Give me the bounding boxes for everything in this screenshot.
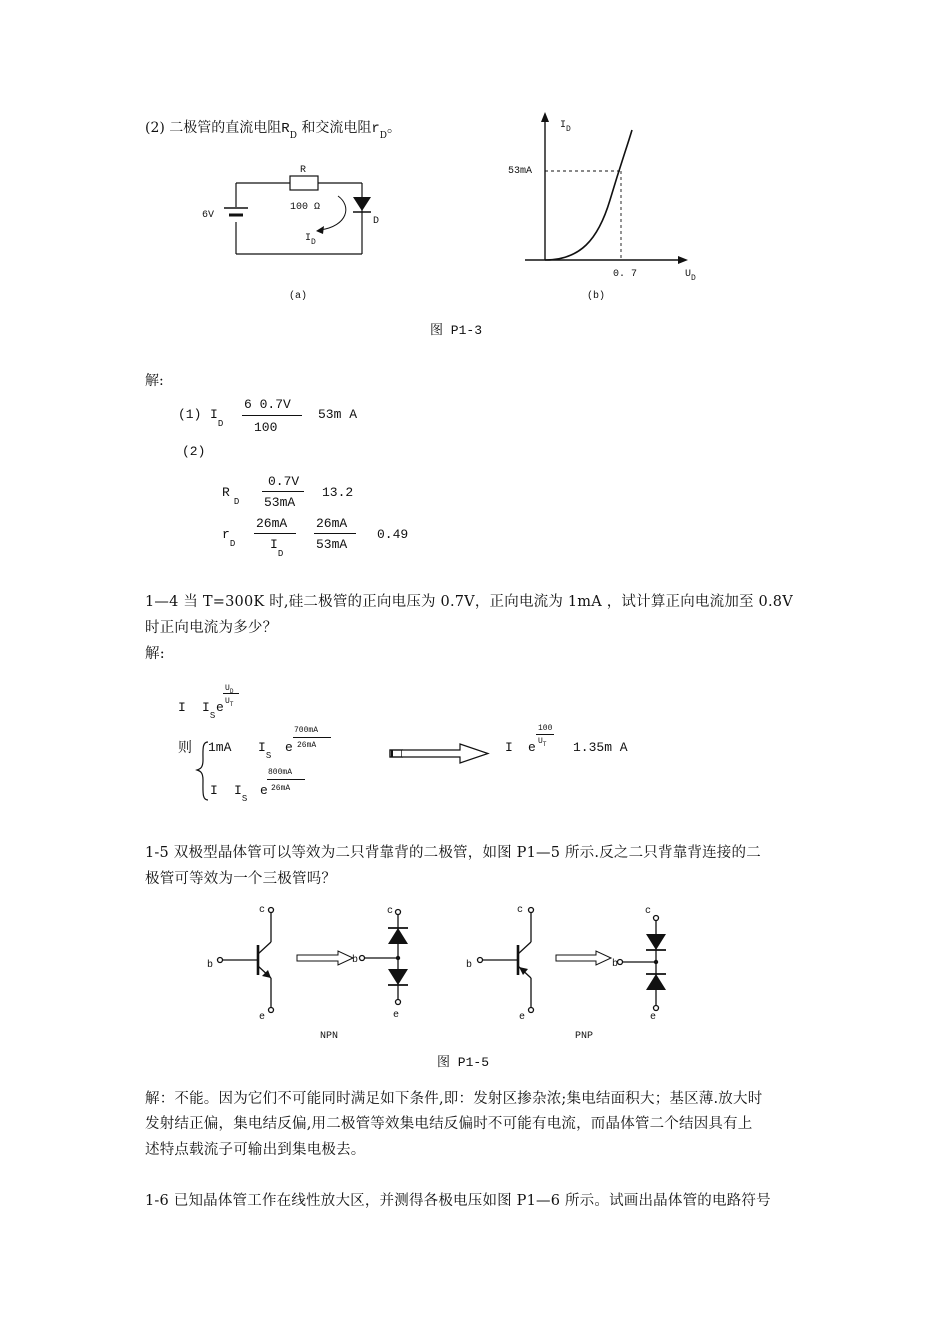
question-1-5-line2: 极管可等效为一个三极管吗？ <box>145 871 337 887</box>
sol13-part1-num: (1) <box>178 407 202 422</box>
solution-1-5-line2: 发射结正偏，集电结反偏,用二极管等效集电结反偏时不可能有电流，而晶体管二个结因具有上 <box>145 1116 753 1132</box>
npn-eq-b-label: b <box>352 955 359 966</box>
npn-e-label: e <box>259 1012 266 1023</box>
pnp-eq-e-label: e <box>650 1012 657 1023</box>
source-voltage-label: 6V <box>202 210 215 221</box>
diode-up-icon <box>646 974 666 990</box>
resistor-label: R <box>300 165 307 176</box>
sol14-eq2-e: e <box>285 740 293 755</box>
sol14-eq3-exp-den: 26mA <box>271 784 291 793</box>
sol13-rdsmall-numerator1: 26mA <box>256 516 288 531</box>
pnp-diode-equivalent <box>618 916 667 1011</box>
sol13-id-denominator: 100 <box>254 420 278 435</box>
junction-dot <box>396 956 400 960</box>
sol13-rd-numerator: 0.7V <box>268 474 300 489</box>
question-1-4-solution-label: 解: <box>145 646 165 662</box>
figure-p1-3-caption: 图 P1-3 <box>430 323 483 338</box>
sol14-eq2-exp-num: 700mA <box>294 726 319 735</box>
sol13-rd-result: 13.2 <box>322 485 354 500</box>
sol13-rdsmall-denominator2: 53mA <box>316 537 348 552</box>
diode-up-icon <box>388 928 408 944</box>
pnp-b-label: b <box>466 960 473 971</box>
question-1-5-line1: 1-5 双极型晶体管可以等效为二只背靠背的二极管，如图 P1—5 所示.反之二只背靠背连接的二 <box>145 845 761 861</box>
figure-a-caption: (a) <box>289 291 308 302</box>
sol14-eq3-exp-num: 800mA <box>268 768 293 777</box>
sol13-rd-small-symbol: $r_D$ <box>222 527 236 549</box>
pnp-eq-b-label: b <box>612 959 619 970</box>
sol13-id-result: 53m A <box>318 407 358 422</box>
npn-caption: NPN <box>320 1031 339 1042</box>
npn-eq-c-label: c <box>387 906 394 917</box>
sol14-eq1-exp-den: $U_T$ <box>225 697 234 708</box>
npn-eq-e-label: e <box>393 1010 400 1021</box>
sol14-eq2-is: $I_S$ <box>258 740 272 761</box>
diode-down-icon <box>646 934 666 950</box>
sol14-eq1-lhs: I <box>178 700 186 715</box>
figure-b-caption: (b) <box>587 291 606 302</box>
question-1-4-line2: 时正向电流为多少？ <box>145 620 278 636</box>
sol13-rd-denominator: 53mA <box>264 495 296 510</box>
question-1-6-line1: 1-6 已知晶体管工作在线性放大区，并测得各极电压如图 P1—6 所示。试画出晶体管的电路符号 <box>145 1193 771 1209</box>
sol13-id-symbol: $I_D$ <box>210 407 224 429</box>
sol14-eq3-lhs: I <box>210 783 218 798</box>
pnp-eq-c-label: c <box>645 906 652 917</box>
pnp-e-label: e <box>519 1012 526 1023</box>
sol13-rdsmall-denominator1: $I_D$ <box>270 537 284 559</box>
sol13-part2-num: (2) <box>182 444 206 459</box>
sol13-id-numerator: 6 0.7V <box>244 397 291 412</box>
x-axis-label: $U_D$ <box>685 269 696 283</box>
sol14-res-e: e <box>528 740 536 755</box>
sol14-eq3-is: $I_S$ <box>234 783 248 804</box>
npn-b-label: b <box>207 960 214 971</box>
sol13-rdsmall-result: 0.49 <box>377 527 409 542</box>
sol14-eq2-lhs: 1mA <box>208 740 232 755</box>
sol14-res-exp-num: 100 <box>538 724 553 733</box>
diode-down-icon <box>388 969 408 985</box>
npn-equivalence-arrow-icon <box>297 951 353 965</box>
sol14-eq3-e: e <box>260 783 268 798</box>
npn-diode-equivalent <box>360 910 409 1005</box>
y-axis-label: $I_D$ <box>560 120 571 134</box>
sol14-eq2-exp-den: 26mA <box>297 741 317 750</box>
sol14-res-value: 1.35m A <box>573 740 628 755</box>
current-label: $I_D$ <box>305 233 316 247</box>
resistor-value: 100 Ω <box>290 202 321 213</box>
sol14-ze: 则 <box>178 740 192 756</box>
solution-1-5-line1: 解：不能。因为它们不可能同时满足如下条件,即：发射区掺杂浓;集电结面积大；基区薄.放大时 <box>145 1091 763 1107</box>
y-value-label: 53mA <box>508 166 533 177</box>
npn-transistor-icon <box>218 908 274 1013</box>
sol14-res-exp-den: $U_T$ <box>538 737 547 748</box>
pnp-equivalence-arrow-icon <box>556 951 611 965</box>
question-1-4-line1: 1—4 当 T=300K 时,硅二极管的正向电压为 0.7V，正向电流为 1mA ，试计算正向电流加至 0.8V <box>145 594 793 610</box>
sol13-rd-symbol: $R_D$ <box>222 485 240 507</box>
diode-label: D <box>373 216 380 227</box>
pnp-transistor-icon <box>478 908 534 1013</box>
sol14-res-lhs: I <box>505 740 513 755</box>
sol14-eq1-is: $I_S$ <box>202 700 216 721</box>
question-13-2-heading: (2) 二极管的直流电阻$R_D$ 和交流电阻$r_D$。 <box>145 120 401 141</box>
solution-label: 解: <box>145 373 164 389</box>
junction-dot <box>654 960 658 964</box>
npn-c-label: c <box>259 905 266 916</box>
pnp-caption: PNP <box>575 1031 594 1042</box>
sol14-eq1-e: e <box>216 700 224 715</box>
sol13-rdsmall-numerator2: 26mA <box>316 516 348 531</box>
pnp-c-label: c <box>517 905 524 916</box>
figure-p1-5-caption: 图 P1-5 <box>437 1055 490 1070</box>
x-value-label: 0. 7 <box>613 269 638 280</box>
solution-1-5-line3: 述特点载流子可输出到集电极去。 <box>145 1142 366 1158</box>
sol14-eq1-exp-num: $U_D$ <box>225 684 234 695</box>
